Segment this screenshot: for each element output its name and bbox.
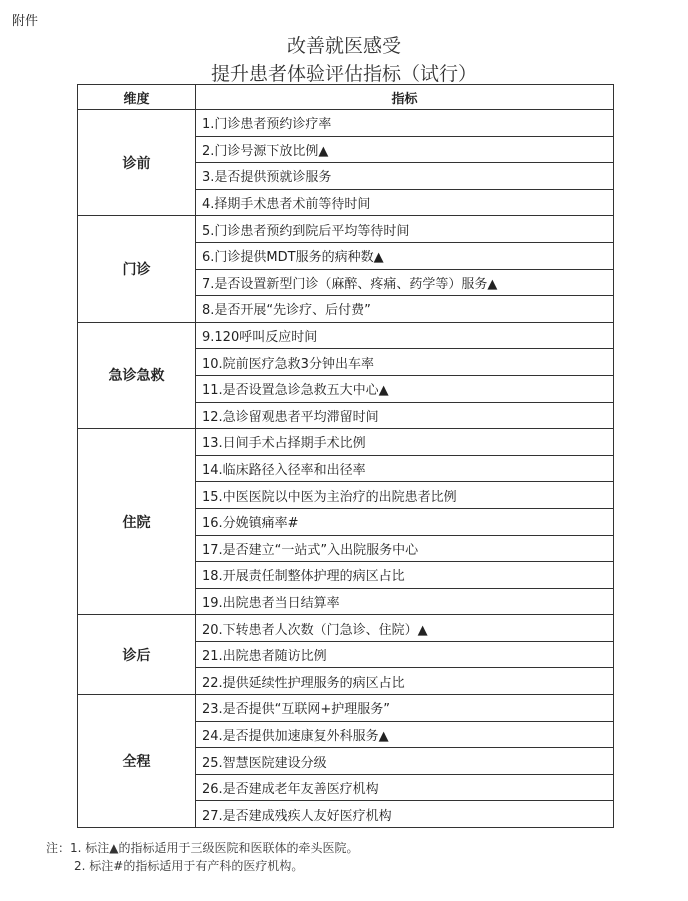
indicator-cell: 13.日间手术占择期手术比例 xyxy=(196,429,614,456)
indicator-cell: 22.提供延续性护理服务的病区占比 xyxy=(196,668,614,695)
indicator-cell: 9.120呼叫反应时间 xyxy=(196,322,614,349)
indicator-cell: 2.门诊号源下放比例▲ xyxy=(196,136,614,163)
table-row xyxy=(78,216,614,243)
indicator-cell: 7.是否设置新型门诊（麻醉、疼痛、药学等）服务▲ xyxy=(196,269,614,296)
note-1: 1. 标注▲的指标适用于三级医院和医联体的牵头医院。 xyxy=(70,841,359,855)
dimension-cell: 急诊急救 xyxy=(78,322,196,428)
indicator-cell: 6.门诊提供MDT服务的病种数▲ xyxy=(196,242,614,269)
indicator-cell: 8.是否开展“先诊疗、后付费” xyxy=(196,296,614,323)
indicator-cell: 12.急诊留观患者平均滞留时间 xyxy=(196,402,614,429)
indicator-cell: 16.分娩镇痛率# xyxy=(196,508,614,535)
indicator-cell: 25.智慧医院建设分级 xyxy=(196,748,614,775)
table-body xyxy=(78,110,614,828)
dimension-cell: 门诊 xyxy=(78,216,196,322)
indicator-cell: 10.院前医疗急救3分钟出车率 xyxy=(196,349,614,376)
indicator-cell: 4.择期手术患者术前等待时间 xyxy=(196,189,614,216)
indicator-cell: 11.是否设置急诊急救五大中心▲ xyxy=(196,375,614,402)
document-title-line2: 提升患者体验评估指标（试行） xyxy=(210,63,477,85)
indicator-cell: 27.是否建成残疾人友好医疗机构 xyxy=(196,801,614,828)
header-dimension: 维度 xyxy=(78,85,196,110)
indicator-cell: 24.是否提供加速康复外科服务▲ xyxy=(196,721,614,748)
indicator-cell: 23.是否提供“互联网+护理服务” xyxy=(196,695,614,722)
indicator-cell: 21.出院患者随访比例 xyxy=(196,641,614,668)
table-row xyxy=(78,615,614,642)
header-indicator: 指标 xyxy=(196,85,614,110)
indicator-cell: 17.是否建立“一站式”入出院服务中心 xyxy=(196,535,614,562)
indicator-table xyxy=(77,84,614,828)
notes xyxy=(46,839,359,875)
document-title-line1: 改善就医感受 xyxy=(286,35,401,57)
table-row xyxy=(78,110,614,137)
notes-prefix: 注： xyxy=(46,841,71,855)
table-row xyxy=(78,429,614,456)
indicator-cell: 14.临床路径入径率和出径率 xyxy=(196,455,614,482)
table-row xyxy=(78,322,614,349)
dimension-cell: 全程 xyxy=(78,695,196,828)
indicator-cell: 26.是否建成老年友善医疗机构 xyxy=(196,774,614,801)
indicator-cell: 18.开展责任制整体护理的病区占比 xyxy=(196,562,614,589)
dimension-cell: 诊前 xyxy=(78,110,196,216)
attachment-label: 附件 xyxy=(12,14,39,29)
indicator-cell: 1.门诊患者预约诊疗率 xyxy=(196,110,614,137)
table-row xyxy=(78,695,614,722)
dimension-cell: 住院 xyxy=(78,429,196,615)
indicator-cell: 5.门诊患者预约到院后平均等待时间 xyxy=(196,216,614,243)
table-header-row xyxy=(78,85,614,110)
indicator-cell: 19.出院患者当日结算率 xyxy=(196,588,614,615)
indicator-cell: 20.下转患者人次数（门急诊、住院）▲ xyxy=(196,615,614,642)
note-2: 2. 标注#的指标适用于有产科的医疗机构。 xyxy=(74,859,304,873)
indicator-cell: 15.中医医院以中医为主治疗的出院患者比例 xyxy=(196,482,614,509)
indicator-cell: 3.是否提供预就诊服务 xyxy=(196,163,614,190)
dimension-cell: 诊后 xyxy=(78,615,196,695)
